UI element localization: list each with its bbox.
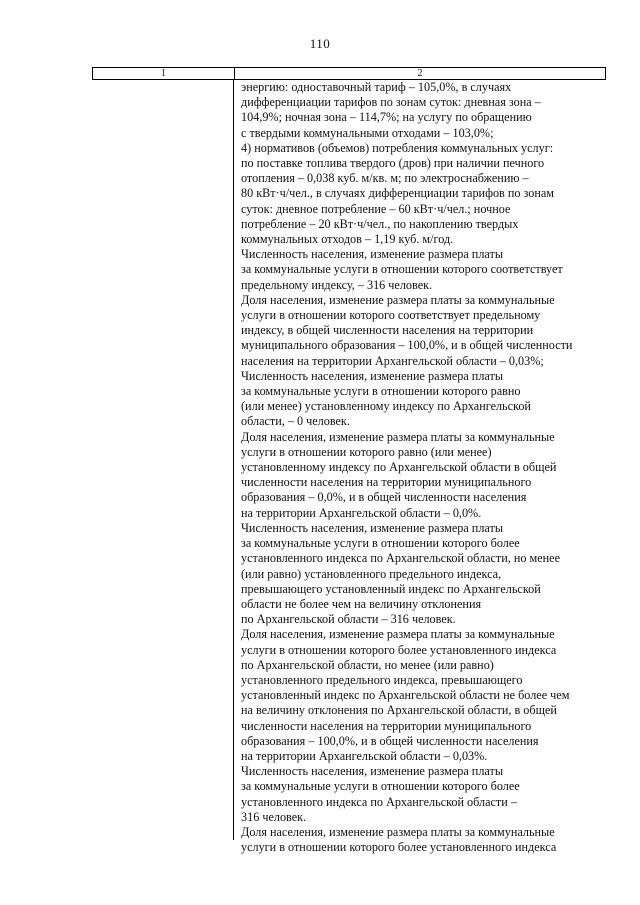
text-line: муниципального образования – 100,0%, и в общей численности [241,338,573,353]
text-line: на территории Архангельской области – 0,03%. [241,748,488,763]
text-line: 80 кВт·ч/чел., в случаях дифференциации тарифов по зонам [241,186,555,201]
text-line: Доля населения, изменение размера платы за коммунальные [241,429,555,444]
document-body [241,80,611,855]
text-line: установленного индекса по Архангельской области – [241,794,517,809]
text-line: за коммунальные услуги в отношении которого равно [241,384,521,399]
text-line: превышающего установленный индекс по Архангельской [241,581,541,596]
text-line: коммунальных отходов – 1,19 куб. м/год. [241,232,454,247]
text-line: энергию: одноставочный тариф – 105,0%, в случаях [241,80,512,94]
page-number: 110 [309,36,331,51]
text-line: по Архангельской области – 316 человек. [241,612,456,627]
text-line: области, – 0 человек. [241,414,350,429]
text-line: 4) нормативов (объемов) потребления коммунальных услуг: [241,140,554,155]
text-line: (или менее) установленному индексу по Архангельской [241,399,531,414]
text-line: услуги в отношении которого соответствует предельному [241,308,541,323]
text-line: по поставке топлива твердого (дров) при наличии печного [241,156,545,171]
text-line: услуги в отношении которого равно (или менее) [241,444,492,459]
text-line: установленного предельного индекса, превышающего [241,672,523,687]
text-line: установленному индексу по Архангельской области в общей [241,460,557,475]
text-line: образования – 100,0%, и в общей численности населения [241,733,539,748]
text-line: установленный индекс по Архангельской области не более чем [241,688,570,703]
text-line: потребление – 20 кВт·ч/чел., по накоплению твердых [241,216,519,231]
text-line: за коммунальные услуги в отношении которого соответствует [241,262,563,277]
text-line: индексу, в общей численности населения на территории [241,323,534,338]
text-line: Доля населения, изменение размера платы за коммунальные [241,824,555,839]
text-line: по Архангельской области, но менее (или равно) [241,657,494,672]
text-line: Численность населения, изменение размера платы [241,247,504,262]
text-line: численности населения на территории муниципального [241,718,532,733]
text-line: Доля населения, изменение размера платы за коммунальные [241,292,555,307]
text-line: на величину отклонения по Архангельской области, в общей [241,703,557,718]
text-line: дифференциации тарифов по зонам суток: дневная зона – [241,95,541,110]
text-line: за коммунальные услуги в отношении которого более [241,779,520,794]
text-line: 316 человек. [241,809,307,824]
text-line: услуги в отношении которого более установленного индекса [241,642,557,657]
column-header-2: 2 [235,68,606,80]
text-line: Численность населения, изменение размера платы [241,764,504,779]
text-line: услуги в отношении которого более установленного индекса [241,840,557,855]
text-line: Доля населения, изменение размера платы за коммунальные [241,627,555,642]
text-line: установленного индекса по Архангельской области, но менее [241,551,560,566]
text-line: населения на территории Архангельской области – 0,03%; [241,353,544,368]
text-line: Численность населения, изменение размера платы [241,368,504,383]
text-line: предельному индексу, – 316 человек. [241,277,433,292]
column-header-table [92,67,606,80]
text-line: численности населения на территории муниципального [241,475,532,490]
text-line: отопления – 0,038 куб. м/кв. м; по электроснабжению – [241,171,529,186]
text-line: суток: дневное потребление – 60 кВт·ч/чел.; ночное [241,201,511,216]
text-line: 104,9%; ночная зона – 114,7%; на услугу по обращению [241,110,532,125]
text-line: на территории Архангельской области – 0,0%. [241,505,482,520]
text-line: области не более чем на величину отклонения [241,596,482,611]
text-line: с твердыми коммунальными отходами – 103,0%; [241,125,494,140]
text-line: Численность населения, изменение размера платы [241,520,504,535]
text-line: образования – 0,0%, и в общей численности населения [241,490,527,505]
text-line: за коммунальные услуги в отношении которого более [241,536,520,551]
column-header-1: 1 [93,68,235,80]
column-divider [233,80,234,840]
text-line: (или равно) установленного предельного индекса, [241,566,502,581]
